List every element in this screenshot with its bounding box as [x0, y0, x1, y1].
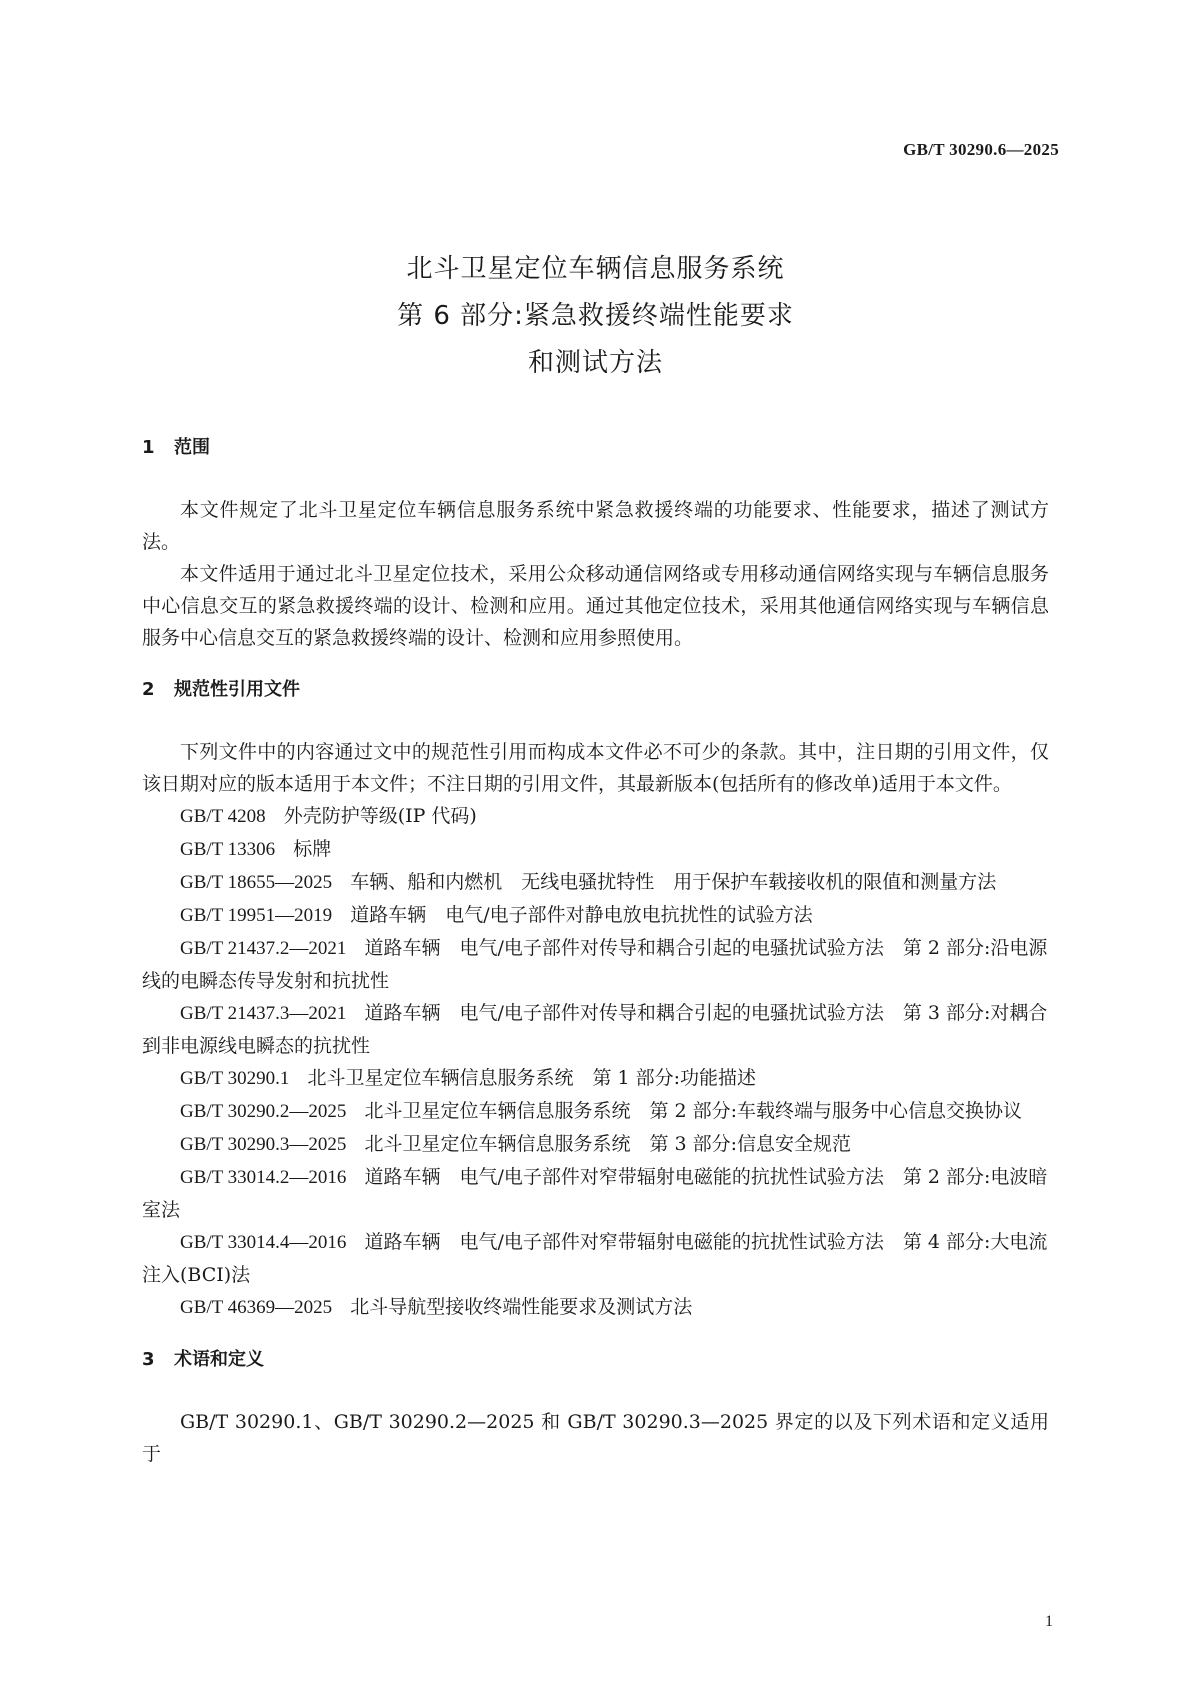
reference-title: 外壳防护等级(IP 代码)	[283, 805, 477, 827]
scope-paragraph-2: 本文件适用于通过北斗卫星定位技术，采用公众移动通信网络或专用移动通信网络实现与车辆信息服务中心信息交互的紧急救援终端的设计、检测和应用。通过其他定位技术，采用其他通信网络实现与车辆信息服务中心信息交互的紧急救援终端的设计、检测和应用参照使用。	[142, 563, 1049, 649]
reference-title: 道路车辆 电气/电子部件对传导和耦合引起的电骚扰试验方法 第 3 部分:对耦合到非电源线电瞬态的抗扰性	[142, 1002, 1048, 1057]
document-body	[142, 432, 1049, 1470]
reference-title: 道路车辆 电气/电子部件对窄带辐射电磁能的抗扰性试验方法 第 4 部分:大电流注入(BCI)法	[142, 1231, 1048, 1286]
reference-title: 道路车辆 电气/电子部件对静电放电抗扰性的试验方法	[350, 904, 813, 926]
reference-item	[142, 1291, 1049, 1324]
reference-title: 北斗卫星定位车辆信息服务系统 第 3 部分:信息安全规范	[364, 1133, 852, 1155]
reference-item	[142, 866, 1049, 899]
reference-code: GB/T 13306	[180, 839, 276, 860]
standard-code: GB/T 30290.6—2025	[903, 140, 1059, 159]
reference-title: 北斗卫星定位车辆信息服务系统 第 2 部分:车载终端与服务中心信息交换协议	[364, 1100, 1023, 1122]
reference-item	[142, 1161, 1049, 1226]
reference-item	[142, 833, 1049, 866]
reference-code: GB/T 19951—2019	[180, 905, 333, 926]
section-3-heading	[142, 1344, 1049, 1376]
section-title: 规范性引用文件	[174, 679, 300, 700]
section-2-heading	[142, 674, 1049, 706]
reference-item	[142, 932, 1049, 997]
reference-title: 车辆、船和内燃机 无线电骚扰特性 用于保护车载接收机的限值和测量方法	[350, 871, 997, 893]
page-number: 1	[1045, 1613, 1053, 1630]
reference-item	[142, 899, 1049, 932]
reference-item	[142, 1128, 1049, 1161]
reference-title: 道路车辆 电气/电子部件对窄带辐射电磁能的抗扰性试验方法 第 2 部分:电波暗室法	[142, 1166, 1048, 1221]
section-title: 术语和定义	[174, 1349, 264, 1370]
normative-references-intro: 下列文件中的内容通过文中的规范性引用而构成本文件必不可少的条款。其中，注日期的引用文件，仅该日期对应的版本适用于本文件；不注日期的引用文件，其最新版本(包括所有的修改单)适用于本文件。	[142, 741, 1049, 795]
reference-item	[142, 997, 1049, 1062]
section-number: 2	[142, 679, 155, 700]
reference-code: GB/T 33014.2—2016	[180, 1167, 347, 1188]
section-1-heading	[142, 432, 1049, 464]
reference-code: GB/T 46369—2025	[180, 1297, 333, 1318]
document-title	[0, 246, 1191, 387]
section-number: 3	[142, 1349, 155, 1370]
reference-item	[142, 1095, 1049, 1128]
reference-code: GB/T 30290.3—2025	[180, 1134, 347, 1155]
reference-title: 道路车辆 电气/电子部件对传导和耦合引起的电骚扰试验方法 第 2 部分:沿电源线的电瞬态传导发射和抗扰性	[142, 937, 1048, 992]
reference-item	[142, 1226, 1049, 1291]
reference-code: GB/T 4208	[180, 806, 266, 827]
reference-code: GB/T 21437.3—2021	[180, 1003, 347, 1024]
title-line-1: 北斗卫星定位车辆信息服务系统	[406, 254, 785, 284]
reference-title: 标牌	[293, 838, 332, 860]
section-title: 范围	[174, 437, 210, 458]
reference-title: 北斗卫星定位车辆信息服务系统 第 1 部分:功能描述	[307, 1067, 757, 1089]
reference-code: GB/T 33014.4—2016	[180, 1232, 347, 1253]
title-line-3: 和测试方法	[527, 348, 663, 378]
reference-item	[142, 800, 1049, 833]
reference-code: GB/T 30290.1	[180, 1068, 290, 1089]
section-number: 1	[142, 437, 155, 458]
reference-code: GB/T 18655—2025	[180, 872, 333, 893]
reference-code: GB/T 21437.2—2021	[180, 938, 347, 959]
reference-title: 北斗导航型接收终端性能要求及测试方法	[350, 1296, 693, 1318]
reference-code: GB/T 30290.2—2025	[180, 1101, 347, 1122]
scope-paragraph-1: 本文件规定了北斗卫星定位车辆信息服务系统中紧急救援终端的功能要求、性能要求，描述了测试方法。	[142, 499, 1049, 553]
terms-paragraph-1: GB/T 30290.1、GB/T 30290.2—2025 和 GB/T 30290.3—2025 界定的以及下列术语和定义适用于	[142, 1411, 1049, 1465]
reference-item	[142, 1062, 1049, 1095]
title-line-2: 第 6 部分:紧急救援终端性能要求	[397, 301, 794, 331]
